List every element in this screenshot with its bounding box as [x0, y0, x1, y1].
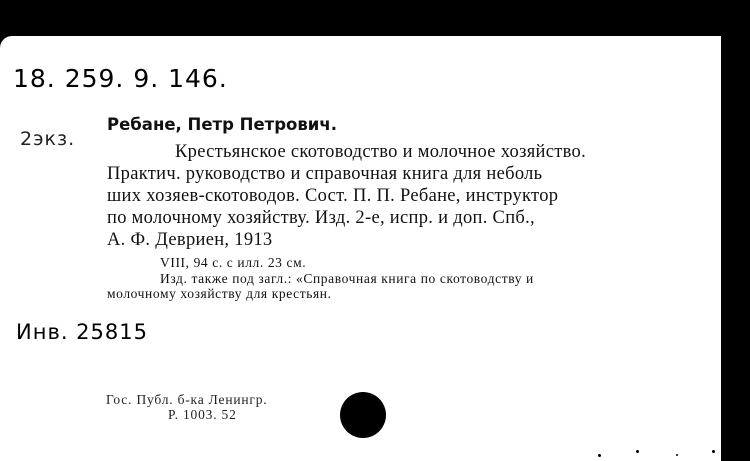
ink-speck — [598, 454, 601, 457]
ink-speck — [712, 450, 715, 453]
catalog-card — [0, 36, 721, 461]
title-line: Крестьянское скотоводство и молочное хозяйство. — [175, 142, 587, 162]
shelf-mark: 2экз. — [20, 128, 76, 150]
title-line: А. Ф. Девриен, 1913 — [107, 230, 273, 250]
title-line: по молочному хозяйству. Изд. 2-е, испр. и доп. Спб., — [107, 208, 535, 228]
title-line: Практич. руководство и справочная книга для неболь — [107, 164, 543, 184]
ink-speck — [676, 454, 678, 456]
note-line: Изд. также под загл.: «Справочная книга по скотоводству и — [160, 271, 534, 286]
physical-description: VIII, 94 с. с илл. 23 см. — [160, 255, 307, 270]
inventory-number: Инв. 25815 — [16, 320, 148, 344]
punch-hole — [340, 392, 386, 438]
author-heading: Ребане, Петр Петрович. — [107, 115, 337, 134]
stamp-line: Гос. Публ. б-ка Ленингр. — [106, 392, 268, 407]
stamp-line: Р. 1003. 52 — [168, 407, 237, 422]
call-number: 18. 259. 9. 146. — [13, 64, 228, 93]
note-line: молочному хозяйству для крестьян. — [107, 286, 332, 301]
ink-speck — [636, 450, 639, 453]
title-line: ших хозяев-скотоводов. Сост. П. П. Ребане, инструктор — [107, 186, 559, 206]
